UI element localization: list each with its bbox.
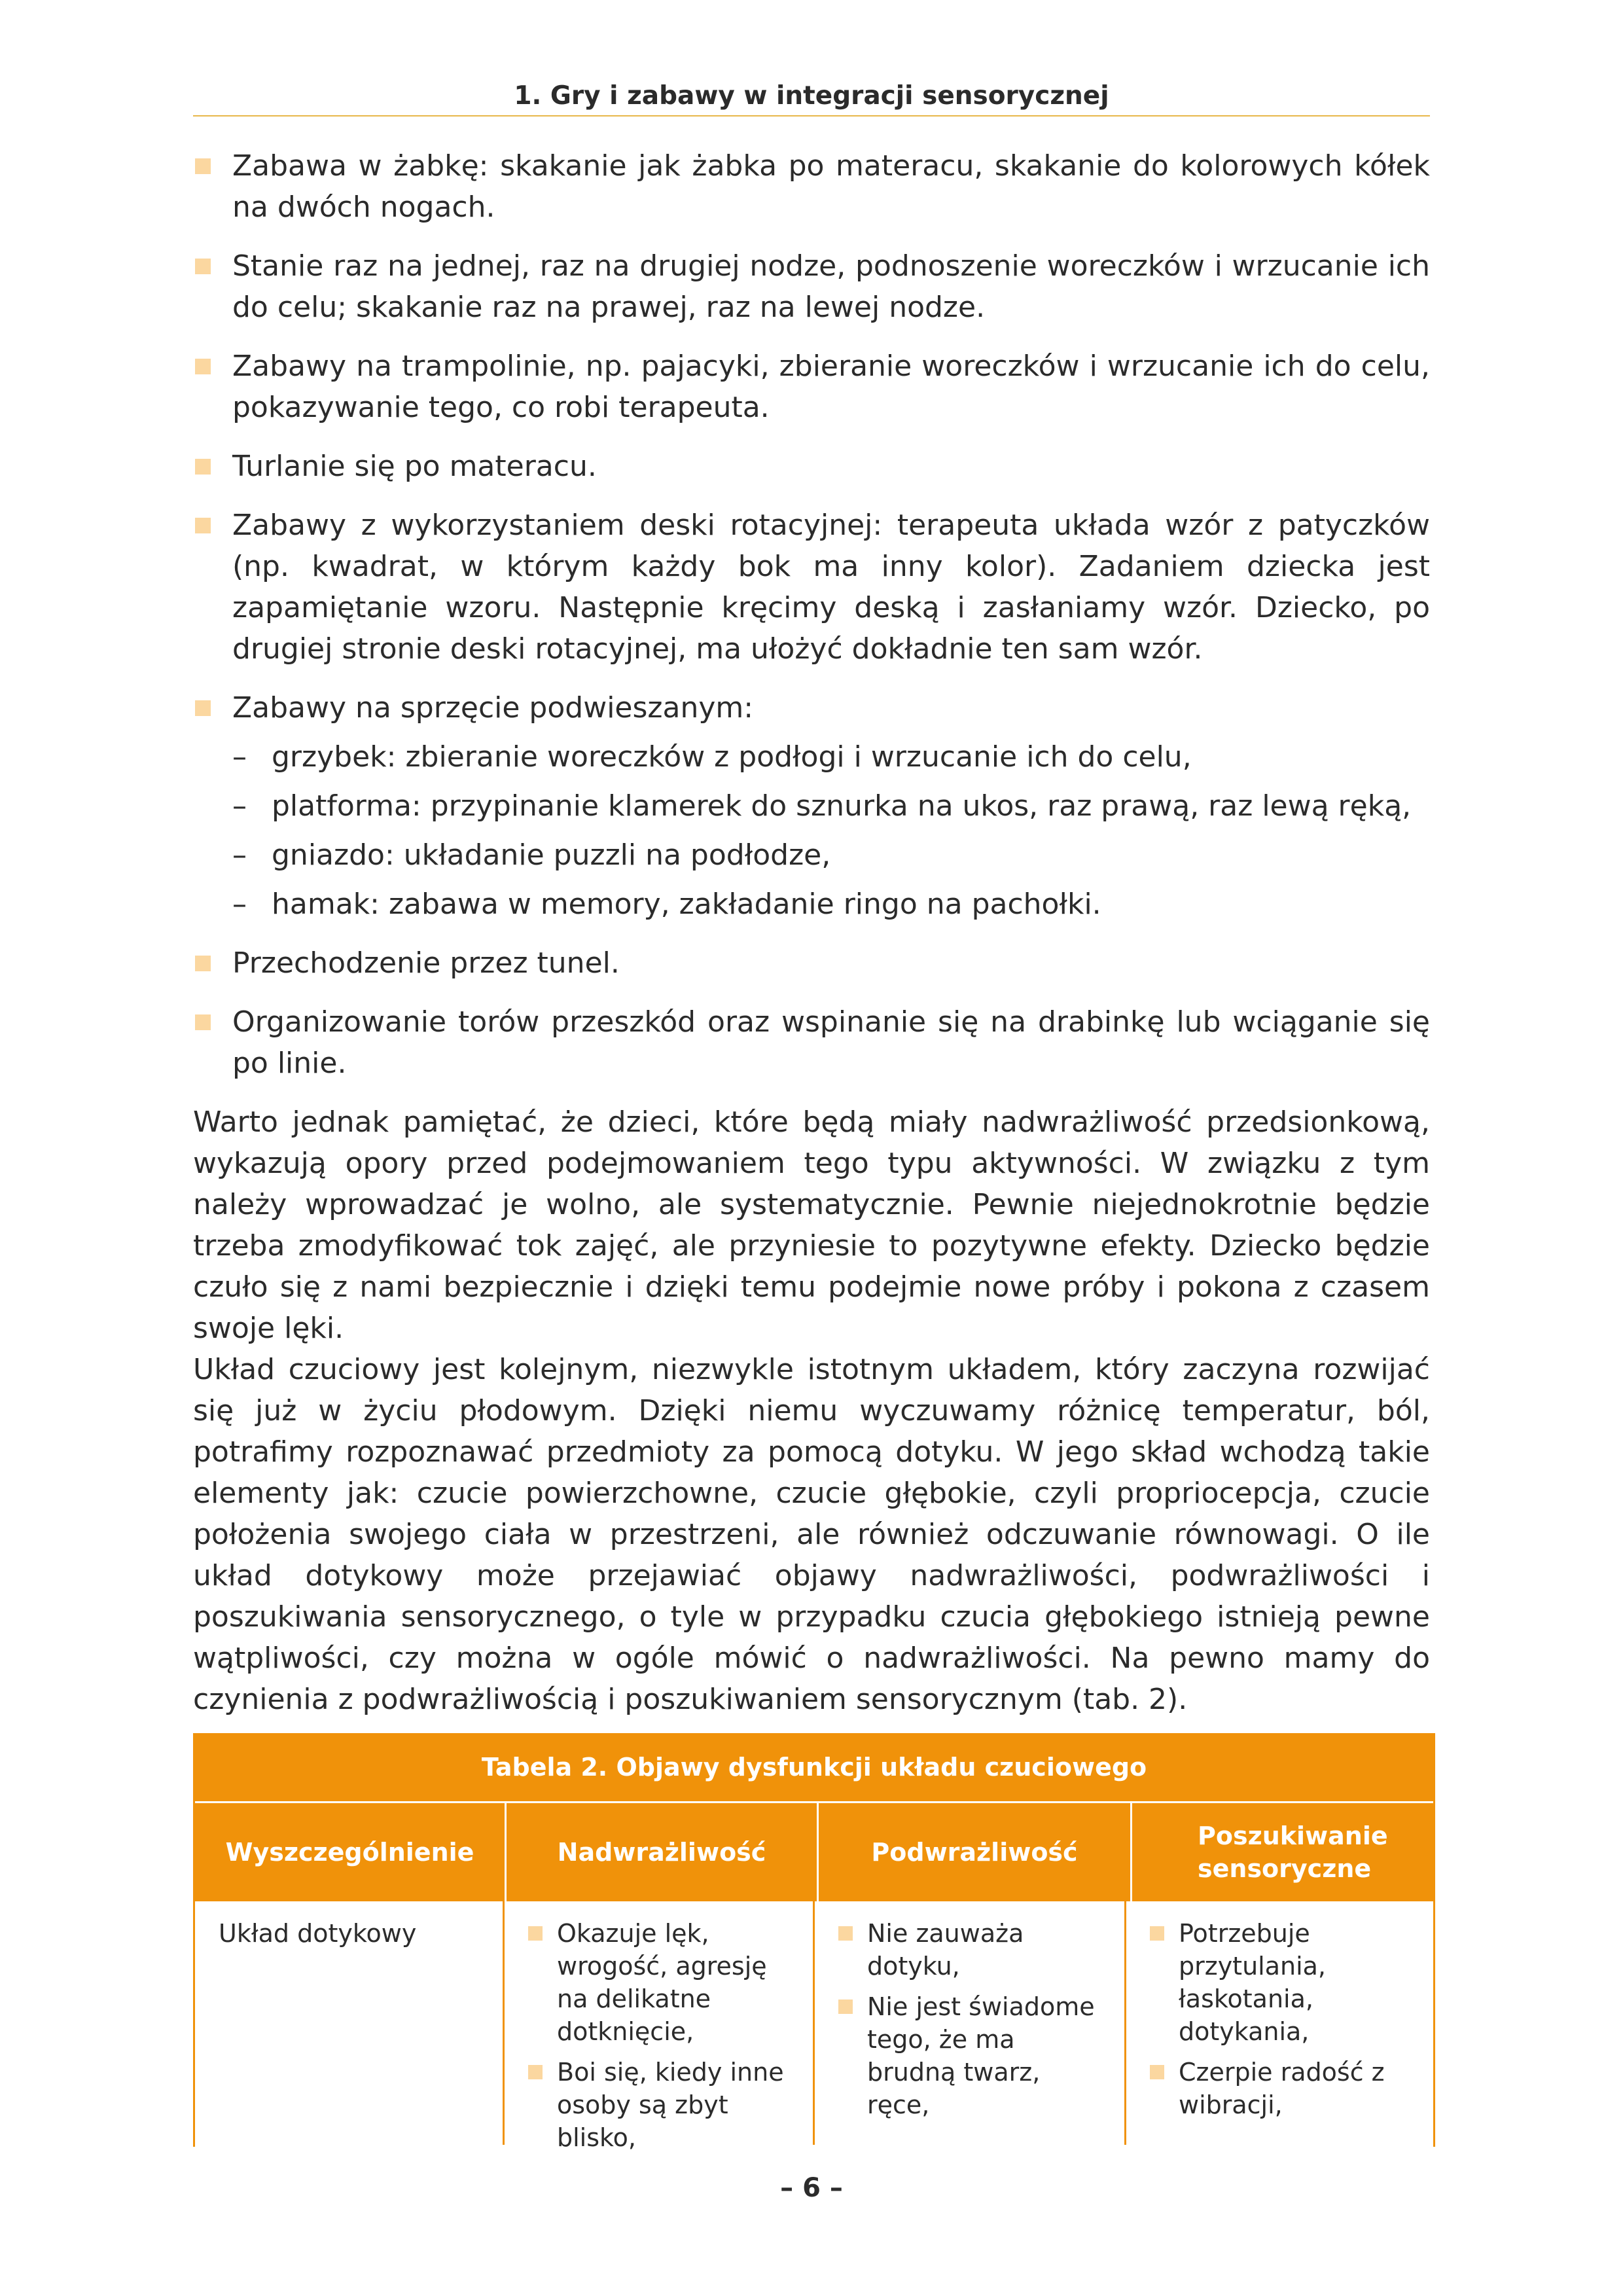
cell-list-item — [527, 2056, 791, 2154]
square-bullet-icon — [195, 259, 211, 274]
list-item — [193, 145, 1430, 228]
table-2 — [193, 1733, 1435, 2152]
list-item — [193, 446, 1430, 487]
row-label-cell — [195, 1901, 505, 2145]
running-header: 1. Gry i zabawy w integracji sensorycznej — [193, 77, 1430, 117]
square-bullet-icon — [838, 1926, 853, 1941]
cell-list-item-text: Okazuje lęk, wrogość, agresję na delikatne dotknięcie, — [557, 1919, 767, 2046]
table-row — [195, 1901, 1433, 2152]
table-cell — [1126, 1901, 1433, 2145]
square-bullet-icon — [195, 1014, 211, 1030]
square-bullet-icon — [195, 956, 211, 971]
list-item-text: Turlanie się po materacu. — [232, 450, 597, 483]
square-bullet-icon — [195, 158, 211, 174]
dash-marker: – — [232, 740, 247, 774]
list-item-text: Organizowanie torów przeszkód oraz wspinanie się na drabinkę lub wciąganie się po linie. — [232, 1005, 1430, 1080]
cell-list-item — [527, 1917, 791, 2048]
table-title: Tabela 2. Objawy dysfunkcji układu czuciowego — [195, 1733, 1433, 1803]
page-number: – 6 – — [780, 2173, 843, 2203]
sub-list — [232, 736, 1430, 925]
dash-marker: – — [232, 838, 247, 872]
paragraph: Układ czuciowy jest kolejnym, niezwykle istotnym układem, który zaczyna rozwijać się już w życiu płodowym. Dzięki niemu wyczuwamy różnicę temperatur, ból, potrafimy rozpoznawać przedmioty za pomocą dotyku. W jego skład wchodzą takie elementy jak: czucie powierzchowne, czucie głębokie, czyli propriocepcja, czucie położenia swojego ciała w przestrzeni, ale również odczuwanie równowagi. O ile układ dotykowy może przejawiać objawy nadwrażliwości, podwrażliwości i poszukiwania sensorycznego, o tyle w przypadku czucia głębokiego istnieją pewne wątpliwości, czy można w ogóle mówić o nadwrażliwości. Na pewno mamy do czynienia z podwrażliwością i poszukiwaniem sensorycznym (tab. 2). — [193, 1353, 1430, 1716]
square-bullet-icon — [528, 2065, 543, 2079]
square-bullet-icon — [195, 359, 211, 374]
main-content — [193, 145, 1430, 1720]
square-bullet-icon — [195, 518, 211, 533]
column-header: Wyszczególnienie — [195, 1803, 507, 1901]
table-cell — [505, 1901, 815, 2152]
square-bullet-icon — [1150, 1926, 1164, 1941]
sub-list-item-text: hamak: zabawa w memory, zakładanie ringo na pachołki. — [272, 888, 1101, 921]
list-item-text: Zabawy na trampolinie, np. pajacyki, zbieranie woreczków i wrzucanie ich do celu, pokazywanie tego, co robi terapeuta. — [232, 350, 1430, 424]
column-header: Podwrażliwość — [819, 1803, 1132, 1901]
square-bullet-icon — [838, 2000, 853, 2014]
cell-list-item — [837, 1990, 1102, 2121]
paragraph: Warto jednak pamiętać, że dzieci, które będą miały nadwrażliwość przedsionkową, wykazują opory przed podejmowaniem tego typu aktywności. W związku z tym należy wprowadzać je wolno, ale systematycznie. Pewnie niejednokrotnie będzie trzeba zmodyfikować tok zajęć, ale przyniesie to pozytywne efekty. Dziecko będzie czuło się z nami bezpiecznie i dzięki temu podejmie nowe próby i pokona z czasem swoje lęki. — [193, 1105, 1430, 1345]
list-item — [193, 505, 1430, 670]
cell-list — [1149, 1917, 1411, 2121]
sub-list-item — [193, 834, 1430, 876]
square-bullet-icon — [528, 1926, 543, 1941]
column-header — [1132, 1803, 1433, 1901]
list-item — [193, 942, 1430, 984]
list-item — [193, 245, 1430, 328]
cell-list — [837, 1917, 1102, 2121]
list-item-text: Zabawy z wykorzystaniem deski rotacyjnej: terapeuta układa wzór z patyczków (np. kwadrat, w którym każdy bok ma inny kolor). Zadaniem dziecka jest zapamiętanie wzoru. Następnie kręcimy deską i zasłaniamy wzór. Dziecko, po drugiej stronie deski rotacyjnej, ma ułożyć dokładnie ten sam wzór. — [232, 509, 1430, 666]
cell-list-item-text: Czerpie radość z wibracji, — [1179, 2058, 1385, 2119]
cell-list-item — [837, 1917, 1102, 1982]
row-label: Układ dotykowy — [219, 1919, 417, 1948]
square-bullet-icon — [195, 700, 211, 716]
cell-list-item — [1149, 2056, 1411, 2121]
cell-list — [527, 1917, 791, 2154]
cell-list-item — [1149, 1917, 1411, 2048]
list-item-text: Stanie raz na jednej, raz na drugiej nodze, podnoszenie woreczków i wrzucanie ich do celu; skakanie raz na prawej, raz na lewej nodze. — [232, 249, 1430, 324]
dash-marker: – — [232, 888, 247, 921]
sub-list-item-text: gniazdo: układanie puzzli na podłodze, — [272, 838, 831, 872]
list-item-text: Zabawy na sprzęcie podwieszanym: — [232, 691, 754, 725]
sub-list-item — [193, 785, 1430, 827]
sub-list-item-text: platforma: przypinanie klamerek do sznurka na ukos, raz prawą, raz lewą ręką, — [272, 789, 1412, 823]
list-item — [193, 1001, 1430, 1084]
list-item — [193, 346, 1430, 428]
square-bullet-icon — [195, 459, 211, 475]
table-header-row — [195, 1803, 1433, 1901]
column-header-text: Poszukiwanie sensoryczne — [1198, 1821, 1388, 1883]
cell-list-item-text: Nie zauważa dotyku, — [867, 1919, 1024, 1981]
dash-marker: – — [232, 789, 247, 823]
sub-list-item — [193, 736, 1430, 778]
square-bullet-icon — [1150, 2065, 1164, 2079]
bullet-list — [193, 145, 1430, 1084]
sub-list-item — [193, 884, 1430, 925]
sub-list-item-text: grzybek: zbieranie woreczków z podłogi i wrzucanie ich do celu, — [272, 740, 1192, 774]
list-item-text: Zabawa w żabkę: skakanie jak żabka po materacu, skakanie do kolorowych kółek na dwóch nogach. — [232, 149, 1430, 224]
column-header: Nadwrażliwość — [507, 1803, 819, 1901]
cell-list-item-text: Boi się, kiedy inne osoby są zbyt blisko, — [557, 2058, 784, 2152]
list-item — [193, 687, 1430, 925]
cell-list-item-text: Nie jest świadome tego, że ma brudną twarz, ręce, — [867, 1992, 1095, 2119]
table-cell — [815, 1901, 1126, 2145]
cell-list-item-text: Potrzebuje przytulania, łaskotania, dotykania, — [1179, 1919, 1327, 2046]
list-item-text: Przechodzenie przez tunel. — [232, 946, 620, 980]
